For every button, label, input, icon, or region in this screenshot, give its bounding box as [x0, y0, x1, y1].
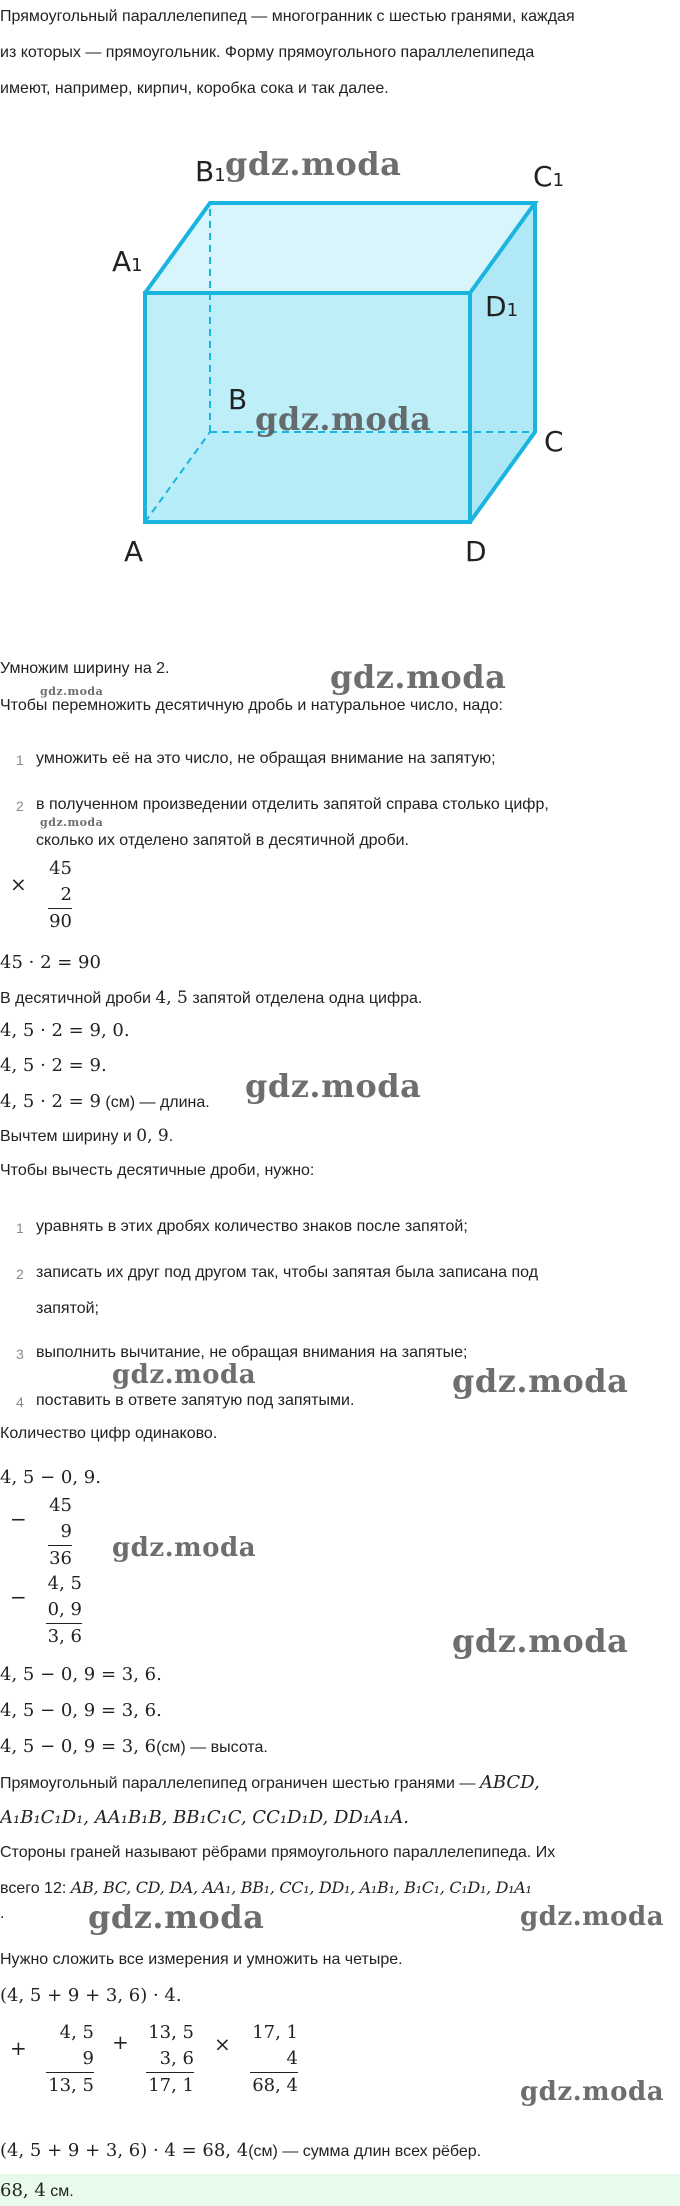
height-col2-b: 0, 9 [46, 1597, 82, 1624]
height-step-2-number: 2 [16, 1266, 24, 1282]
height-step-4-number: 4 [16, 1394, 24, 1410]
height-step-1-number: 1 [16, 1220, 24, 1236]
watermark-small-1: gdz.moda [40, 685, 104, 698]
height-title: Вычтем ширину и 0, 9. [0, 1126, 174, 1146]
height-step-2-text: записать их друг под другом так, чтобы запятая была записана под [36, 1264, 539, 1281]
width-line-1: 45 · 2 = 90 [0, 952, 101, 973]
width-decimal-note: В десятичной дроби 4, 5 запятой отделена одна цифра. [0, 988, 423, 1008]
label-a: A [124, 535, 144, 568]
sum-col2-result: 17, 1 [148, 2075, 194, 2096]
sum-column-2 [146, 2020, 194, 2099]
width-column-result: 90 [49, 911, 72, 932]
height-result-line: 4, 5 − 0, 9 = 3, 6(см) — высота. [0, 1736, 268, 1757]
width-column-a: 45 [49, 858, 72, 879]
width-step-1-number: 1 [16, 752, 24, 768]
watermark-11: gdz.moda [520, 2077, 665, 2107]
width-title: Умножим ширину на 2. [0, 660, 170, 677]
label-a1: A1 [112, 245, 143, 278]
sum-col3-b: 4 [250, 2046, 298, 2073]
watermark-small-2: gdz.moda [40, 816, 104, 829]
height-step-4-text: поставить в ответе запятую под запятыми. [36, 1392, 355, 1409]
height-column-1 [48, 1493, 72, 1572]
sum-col2-a: 13, 5 [148, 2022, 194, 2043]
height-rule: Чтобы вычесть десятичные дроби, нужно: [0, 1162, 315, 1179]
width-column-b: 2 [48, 882, 72, 909]
height-col1-a: 45 [49, 1495, 72, 1516]
watermark-9: gdz.moda [88, 1898, 265, 1936]
height-step-3-number: 3 [16, 1346, 24, 1362]
width-step-2-text: в полученном произведении отделить запятой справа столько цифр, [36, 796, 549, 813]
label-d1: D1 [485, 290, 519, 323]
sum-col3-result: 68, 4 [252, 2075, 298, 2096]
width-length-line: 4, 5 · 2 = 9 (см) — длина. [0, 1091, 210, 1112]
height-same-digits: Количество цифр одинаково. [0, 1425, 218, 1442]
sum-expr: (4, 5 + 9 + 3, 6) · 4. [0, 1985, 182, 2006]
label-d: D [465, 535, 487, 568]
watermark-7: gdz.moda [112, 1533, 257, 1563]
sum-col1-result: 13, 5 [48, 2075, 94, 2096]
faces-line-2: A₁B₁C₁D₁, AA₁B₁B, BB₁C₁C, CC₁D₁D, DD₁A₁A. [0, 1807, 409, 1828]
label-b: B [228, 383, 248, 416]
height-col1-result: 36 [49, 1548, 72, 1569]
sum-col1-a: 4, 5 [59, 2022, 94, 2043]
sum-col2-op: + [112, 2030, 129, 2054]
height-column-2 [46, 1571, 82, 1650]
sum-column-1 [46, 2020, 94, 2099]
edges-line-2: всего 12: AB, BC, CD, DA, AA₁, BB₁, CC₁, DD₁, A₁B₁, B₁C₁, C₁D₁, D₁A₁ [0, 1878, 532, 1897]
label-b1: B1 [195, 155, 226, 188]
watermark-4: gdz.moda [245, 1067, 422, 1105]
height-col2-result: 3, 6 [47, 1626, 82, 1647]
label-c: C [544, 425, 564, 458]
label-c1: C1 [533, 160, 565, 193]
height-col2-op: − [10, 1585, 27, 1609]
edges-line-1: Стороны граней называют рёбрами прямоугольного параллелепипеда. Их [0, 1844, 556, 1861]
sum-col3-op: × [214, 2032, 231, 2056]
sum-column-3 [250, 2020, 298, 2099]
height-col2-a: 4, 5 [47, 1573, 82, 1594]
box-top-face [145, 203, 535, 293]
answer-box [0, 2174, 680, 2206]
watermark-10: gdz.moda [520, 1902, 665, 1932]
watermark-5: gdz.moda [112, 1360, 257, 1390]
answer-text: 68, 4 см. [0, 2180, 74, 2201]
height-line-2: 4, 5 − 0, 9 = 3, 6. [0, 1700, 162, 1721]
sum-title: Нужно сложить все измерения и умножить на четыре. [0, 1951, 403, 1968]
height-step-2-text-cont: запятой; [36, 1300, 99, 1317]
sum-col1-op: + [10, 2036, 27, 2060]
sum-col3-a: 17, 1 [252, 2022, 298, 2043]
intro-line-3: имеют, например, кирпич, коробка сока и так далее. [0, 80, 389, 97]
width-step-2-text-cont: сколько их отделено запятой в десятичной дроби. [36, 832, 409, 849]
height-col1-op: − [10, 1507, 27, 1531]
faces-line-1: Прямоугольный параллелепипед ограничен шестью гранями — ABCD, [0, 1772, 540, 1793]
watermark-1: gdz.moda [225, 145, 402, 183]
parallelepiped-figure [0, 140, 680, 580]
width-rule: Чтобы перемножить десятичную дробь и натуральное число, надо: [0, 697, 503, 714]
width-step-2-number: 2 [16, 798, 24, 814]
sum-final-line: (4, 5 + 9 + 3, 6) · 4 = 68, 4(см) — сумма длин всех рёбер. [0, 2140, 482, 2161]
watermark-3: gdz.moda [330, 658, 507, 696]
edges-line-3: . [0, 1905, 5, 1922]
height-col1-b: 9 [48, 1519, 72, 1546]
sum-col2-b: 3, 6 [146, 2046, 194, 2073]
watermark-6: gdz.moda [452, 1362, 629, 1400]
width-step-1-text: умножить её на это число, не обращая внимание на запятую; [36, 750, 496, 767]
height-step-1-text: уравнять в этих дробях количество знаков после запятой; [36, 1218, 468, 1235]
width-column [48, 856, 72, 935]
watermark-8: gdz.moda [452, 1622, 629, 1660]
height-line-1: 4, 5 − 0, 9 = 3, 6. [0, 1664, 162, 1685]
height-expr: 4, 5 − 0, 9. [0, 1467, 101, 1488]
height-step-3-text: выполнить вычитание, не обращая внимания на запятые; [36, 1344, 468, 1361]
width-column-op: × [10, 872, 27, 896]
intro-line-2: из которых — прямоугольник. Форму прямоугольного параллелепипеда [0, 44, 535, 61]
sum-col1-b: 9 [46, 2046, 94, 2073]
width-line-3: 4, 5 · 2 = 9. [0, 1055, 107, 1076]
watermark-2: gdz.moda [255, 400, 432, 438]
intro-line-1: Прямоугольный параллелепипед — многогранник с шестью гранями, каждая [0, 8, 575, 25]
width-line-2: 4, 5 · 2 = 9, 0. [0, 1020, 130, 1041]
